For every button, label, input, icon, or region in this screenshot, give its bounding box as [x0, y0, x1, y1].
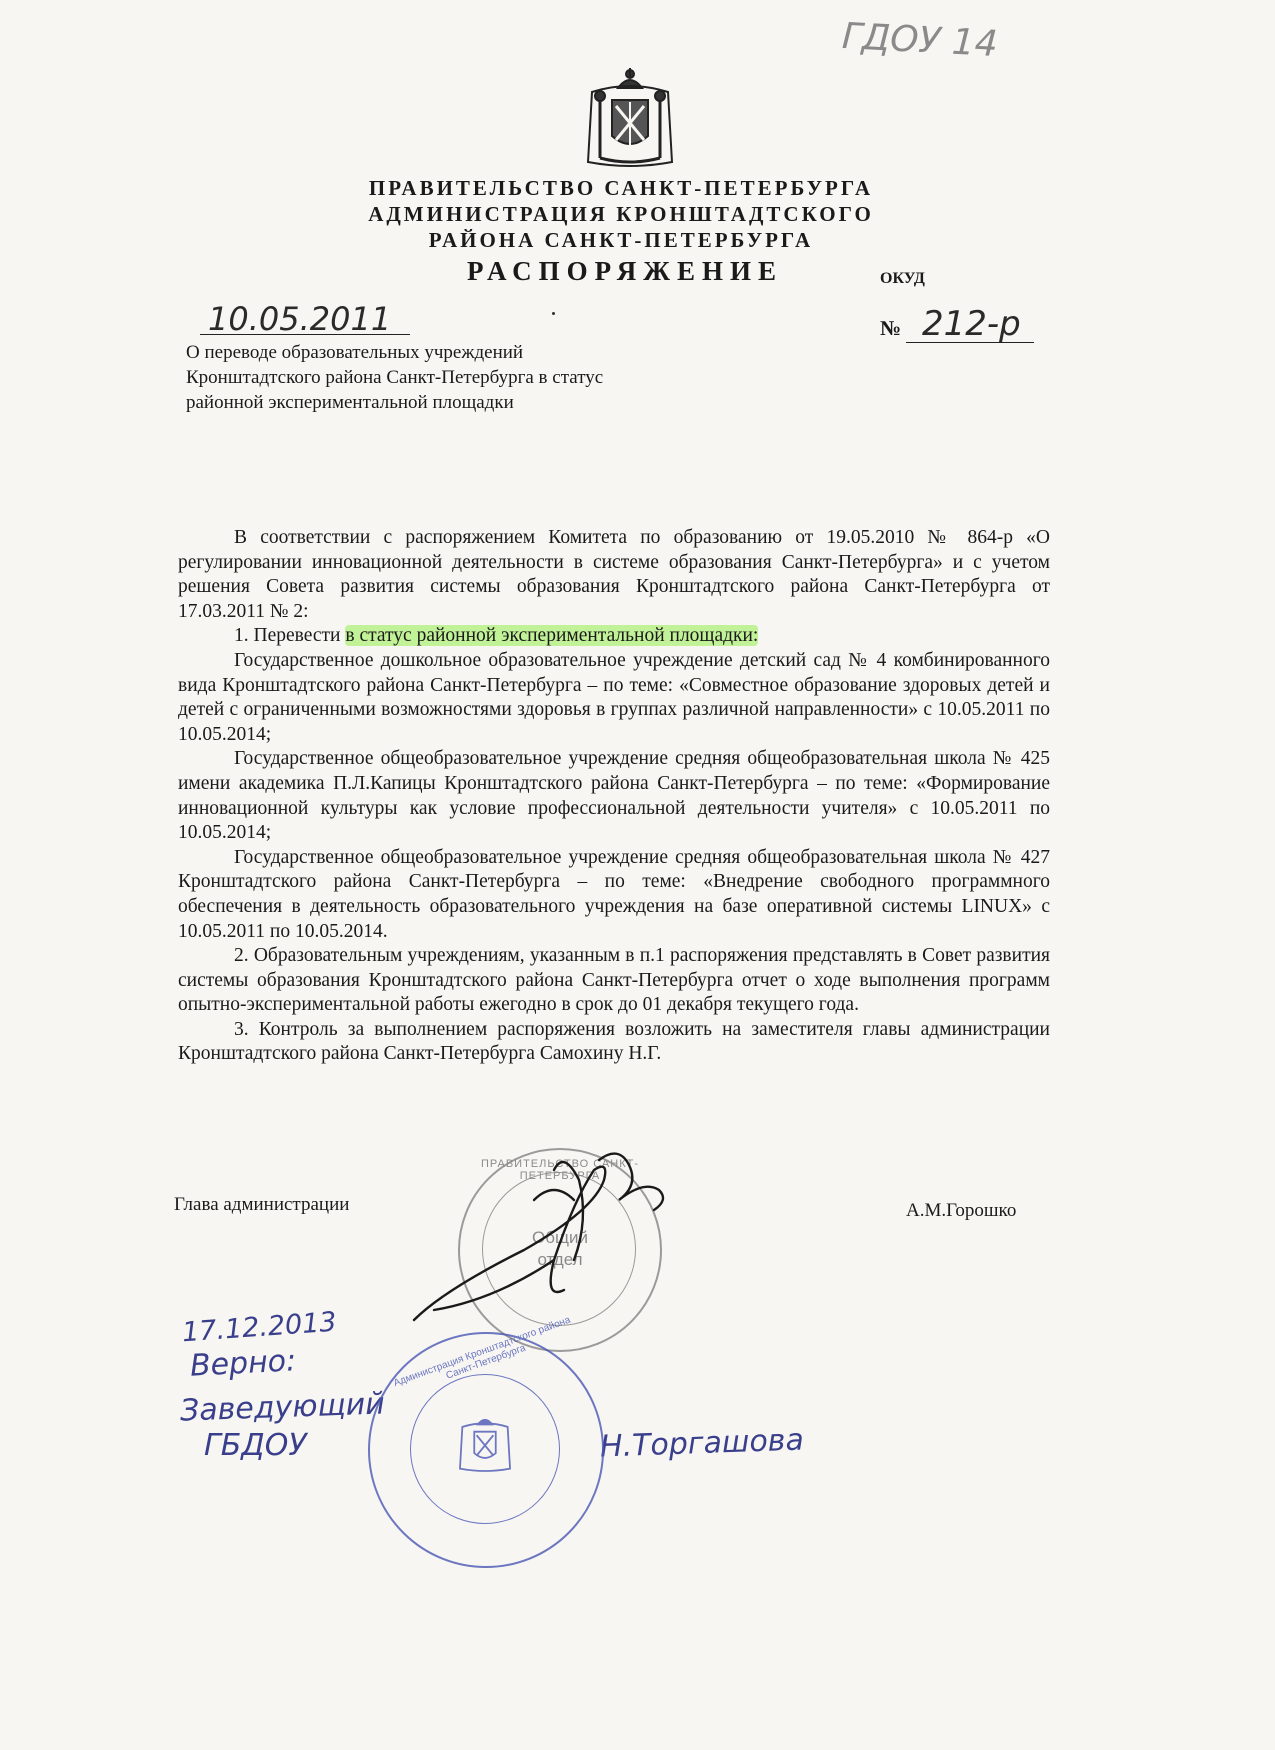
header-district: РАЙОНА САНКТ-ПЕТЕРБУРГА: [428, 228, 814, 252]
school-2-paragraph: Государственное общеобразовательное учреждение средняя общеобразовательная школа № 425 имени академика П.Л.Капицы Кронштадтского района Санкт-Петербурга – по теме: «Формирование инновационной культуры как условие профессиональной деятельности учителя» с 10.05.2011 по 10.05.2014;: [178, 748, 1050, 844]
item-2-paragraph: 2. Образовательным учреждениям, указанным в п.1 распоряжения представлять в Совет развития системы образования Кронштадтского района Санкт-Петербурга отчет о ходе выполнения программ опытно-экспериментальной работы ежегодно в срок до 01 декабря текущего года.: [178, 945, 1050, 1016]
number-label: №: [880, 316, 902, 340]
school-3-paragraph: Государственное общеобразовательное учреждение средняя общеобразовательная школа № 427 Кронштадтского района Санкт-Петербурга – по теме: «Внедрение свободного программного обеспечения в деятельность образовательного учреждения на базе оперативной системы LINUX» с 10.05.2011 по 10.05.2014.: [178, 846, 1050, 942]
signatory-position: Глава администрации: [174, 1194, 350, 1215]
document-subject: О переводе образовательных учреждений Кронштадтского района Санкт-Петербурга в статус районной экспериментальной площадки: [186, 342, 604, 413]
cert-signer: Н.Торгашова: [599, 1422, 805, 1465]
document-date: 10.05.2011: [208, 300, 392, 338]
gray-stamp-center-1: Общий: [532, 1228, 588, 1247]
document-type-title: РАСПОРЯЖЕНИЕ: [466, 256, 784, 286]
handwritten-signature: [404, 1140, 674, 1330]
signatory-name: А.М.Горошко: [906, 1200, 1017, 1221]
preamble-paragraph: В соответствии с распоряжением Комитета по образованию от 19.05.2010 № 864-р «О регулировании инновационной деятельности в системе образования Санкт-Петербурга» и с учетом решения Совета развития системы образования Кронштадтского района Санкт-Петербурга от 17.03.2011 № 2:: [178, 527, 1050, 622]
document-body: [178, 526, 1050, 1067]
highlighted-phrase: в статус районной экспериментальной площадки:: [345, 625, 759, 647]
coat-of-arms-icon: [578, 66, 682, 172]
cert-date: 17.12.2013: [181, 1306, 338, 1349]
gray-stamp-ring-text: ПРАВИТЕЛЬСТВО САНКТ-ПЕТЕРБУРГА: [481, 1158, 639, 1182]
top-handwritten-note: ГДОУ 14: [841, 15, 999, 66]
school-1-paragraph: Государственное дошкольное образовательное учреждение детский сад № 4 комбинированного вида Кронштадтского района Санкт-Петербурга – по теме: «Совместное образование здоровых детей и детей с ограниченными возможностями здоровья в группах различной направленности» с 10.05.2011 по 10.05.2014;: [178, 649, 1050, 745]
cert-position: Заведующий: [179, 1386, 386, 1429]
dot-mark: [552, 312, 555, 315]
okud-label: ОКУД: [880, 270, 925, 287]
date-underline: [200, 334, 410, 335]
header-administration: АДМИНИСТРАЦИЯ КРОНШТАДТСКОГО: [368, 202, 874, 226]
blue-stamp-emblem-icon: [454, 1410, 516, 1476]
blue-stamp: [368, 1314, 604, 1568]
cert-org: ГБДОУ: [204, 1428, 307, 1463]
document-number: 212-р: [922, 304, 1021, 344]
blue-stamp-ring-text: Администрация Кронштадтского района Санкт-Петербурга: [392, 1314, 572, 1390]
number-underline: [906, 342, 1034, 343]
header-government: ПРАВИТЕЛЬСТВО САНКТ-ПЕТЕРБУРГА: [368, 176, 874, 200]
item-1-paragraph: [178, 624, 1050, 649]
item-1-prefix: 1. Перевести: [234, 625, 341, 647]
cert-verified: Верно:: [189, 1343, 298, 1384]
item-3-paragraph: 3. Контроль за выполнением распоряжения возложить на заместителя главы администрации Кронштадтского района Санкт-Петербурга Самохину Н.Г.: [178, 1018, 1050, 1065]
gray-stamp-center-2: отдел: [537, 1250, 583, 1269]
